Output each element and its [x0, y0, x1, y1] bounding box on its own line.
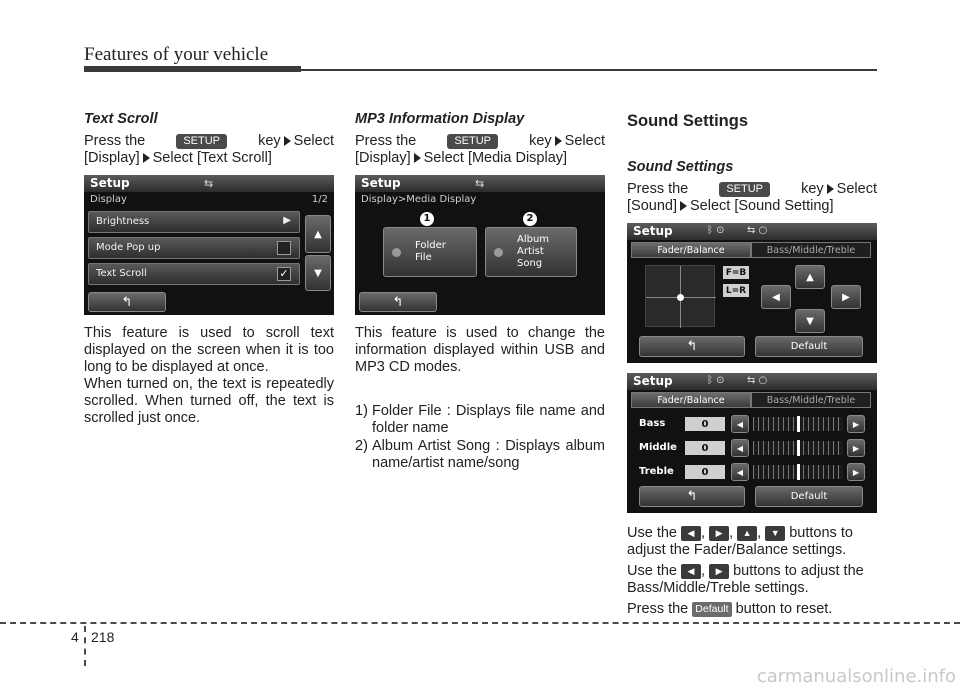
arrow-right-icon	[414, 153, 421, 163]
arrow-right-icon	[555, 136, 562, 146]
instruction-line-1: Press the SETUP key Select	[84, 133, 334, 149]
band-label-bass: Bass	[639, 418, 666, 429]
down-button-icon: ▼	[765, 526, 785, 541]
text-scroll-behavior: When turned on, the text is repeatedly scrolled. When turned off, the text is scrolled just once.	[84, 376, 334, 426]
checkbox-mode-pop-up[interactable]	[277, 241, 291, 255]
arrow-right-icon: ▶	[283, 215, 291, 226]
usage-fader-balance: Use the ◀ , ▶ , ▲ , ▼ buttons to adjust the Fader/Balance settings.	[627, 525, 853, 558]
screen-title: Setup	[633, 224, 673, 238]
fader-down-button[interactable]: ▼	[795, 309, 825, 333]
bass-slider-marker	[797, 416, 800, 432]
menu-item-mode-pop-up[interactable]: Mode Pop up	[88, 237, 300, 259]
treble-decrease-button[interactable]: ◀	[731, 463, 749, 481]
arrow-right-icon	[143, 153, 150, 163]
back-icon: ↰	[686, 489, 698, 504]
screen-title: Setup	[90, 176, 130, 190]
checkbox-text-scroll-checked[interactable]: ✓	[277, 267, 291, 281]
bass-decrease-button[interactable]: ◀	[731, 415, 749, 433]
menu-item-brightness[interactable]: Brightness ▶	[88, 211, 300, 233]
balance-value: L=R	[723, 284, 749, 297]
setup-key-label: SETUP	[447, 134, 498, 149]
tab-bass-middle-treble[interactable]: Bass/Middle/Treble	[751, 392, 871, 408]
back-button[interactable]	[639, 336, 745, 357]
fader-value: F=B	[723, 266, 749, 279]
arrow-right-icon	[827, 184, 834, 194]
left-button-icon: ◀	[681, 564, 701, 579]
fader-up-button[interactable]: ▲	[795, 265, 825, 289]
page-number: 218	[91, 629, 115, 645]
right-button-icon: ▶	[709, 564, 729, 579]
instruction-line-1: Press the SETUP key Select	[627, 181, 877, 197]
balance-left-button[interactable]: ◀	[761, 285, 791, 309]
back-button[interactable]	[639, 486, 745, 507]
display-setup-screen	[84, 175, 334, 315]
heading-text-scroll: Text Scroll	[84, 111, 158, 127]
back-icon: ↰	[392, 294, 404, 310]
mp3-display-description: This feature is used to change the information displayed within USB and MP3 CD modes.	[355, 325, 605, 375]
screen-title: Setup	[361, 176, 401, 190]
usb-icon: ⇆	[475, 177, 485, 190]
band-label-middle: Middle	[639, 442, 677, 453]
left-button-icon: ◀	[681, 526, 701, 541]
default-button[interactable]: Default	[755, 336, 863, 357]
scroll-down-button[interactable]: ▼	[305, 255, 331, 291]
back-icon: ↰	[686, 339, 698, 354]
band-value-treble: 0	[685, 465, 725, 479]
treble-slider-marker	[797, 464, 800, 480]
instruction-line-1: Press the SETUP key Select	[355, 133, 605, 149]
radio-icon	[392, 248, 401, 257]
back-button[interactable]	[359, 292, 437, 312]
page-header-title: Features of your vehicle	[84, 44, 269, 65]
tab-fader-balance[interactable]: Fader/Balance	[631, 392, 751, 408]
bluetooth-icon: ᛒ ⊙	[707, 225, 725, 236]
default-button[interactable]: Default	[755, 486, 863, 507]
instruction-line-2: [Display] Select [Media Display]	[355, 150, 568, 166]
bass-increase-button[interactable]: ▶	[847, 415, 865, 433]
setup-key-label: SETUP	[719, 182, 770, 197]
callout-badge-1: 1	[420, 212, 434, 226]
section-number: 4	[71, 629, 79, 645]
arrow-right-icon	[284, 136, 291, 146]
menu-item-text-scroll[interactable]: Text Scroll ✓	[88, 263, 300, 285]
setup-key-label: SETUP	[176, 134, 227, 149]
treble-increase-button[interactable]: ▶	[847, 463, 865, 481]
callout-badge-2: 2	[523, 212, 537, 226]
tab-fader-balance[interactable]: Fader/Balance	[631, 242, 751, 258]
usb-icon: ⇆	[204, 177, 214, 190]
option-album-artist-song[interactable]: Album Artist Song	[485, 227, 577, 277]
usb-icon: ⇆ ○	[747, 375, 768, 386]
middle-decrease-button[interactable]: ◀	[731, 439, 749, 457]
tab-bass-middle-treble[interactable]: Bass/Middle/Treble	[751, 242, 871, 258]
instruction-line-2: [Display] Select [Text Scroll]	[84, 150, 272, 166]
footer-rule	[0, 622, 960, 624]
back-button[interactable]	[88, 292, 166, 312]
watermark: carmanualsonline.info	[756, 666, 956, 687]
screen-page-indicator: 1/2	[311, 194, 328, 205]
default-key-label: Default	[692, 602, 731, 617]
balance-point[interactable]	[677, 294, 684, 301]
band-value-middle: 0	[685, 441, 725, 455]
arrow-right-icon	[680, 201, 687, 211]
middle-slider-marker	[797, 440, 800, 456]
scroll-up-button[interactable]: ▲	[305, 215, 331, 253]
bluetooth-icon: ᛒ ⊙	[707, 375, 725, 386]
heading-mp3-information-display: MP3 Information Display	[355, 111, 525, 127]
option-folder-file[interactable]: Folder File	[383, 227, 477, 277]
radio-icon	[494, 248, 503, 257]
footer-divider	[84, 626, 86, 666]
back-icon: ↰	[121, 294, 133, 310]
header-rule-dark	[84, 66, 301, 72]
usage-bass-middle-treble: Use the ◀ , ▶ buttons to adjust the Bass/Middle/Treble settings.	[627, 563, 864, 596]
screen-title: Setup	[633, 374, 673, 388]
instruction-line-2: [Sound] Select [Sound Setting]	[627, 198, 834, 214]
seat-diagram[interactable]	[645, 265, 715, 327]
right-button-icon: ▶	[709, 526, 729, 541]
balance-right-button[interactable]: ▶	[831, 285, 861, 309]
fader-balance-screen	[627, 223, 877, 363]
up-button-icon: ▲	[737, 526, 757, 541]
band-label-treble: Treble	[639, 466, 674, 477]
bass-middle-treble-screen	[627, 373, 877, 513]
usb-icon: ⇆ ○	[747, 225, 768, 236]
screen-subtitle: Display>Media Display	[361, 194, 477, 205]
media-display-screen	[355, 175, 605, 315]
subheading-sound-settings: Sound Settings	[627, 159, 734, 175]
heading-sound-settings: Sound Settings	[627, 112, 748, 130]
header-rule	[301, 69, 877, 71]
screen-subtitle: Display	[90, 194, 127, 205]
text-scroll-description: This feature is used to scroll text displayed on the screen when it is too long to be displayed at once.	[84, 325, 334, 375]
usage-reset: Press the Default button to reset.	[627, 601, 833, 617]
middle-increase-button[interactable]: ▶	[847, 439, 865, 457]
band-value-bass: 0	[685, 417, 725, 431]
